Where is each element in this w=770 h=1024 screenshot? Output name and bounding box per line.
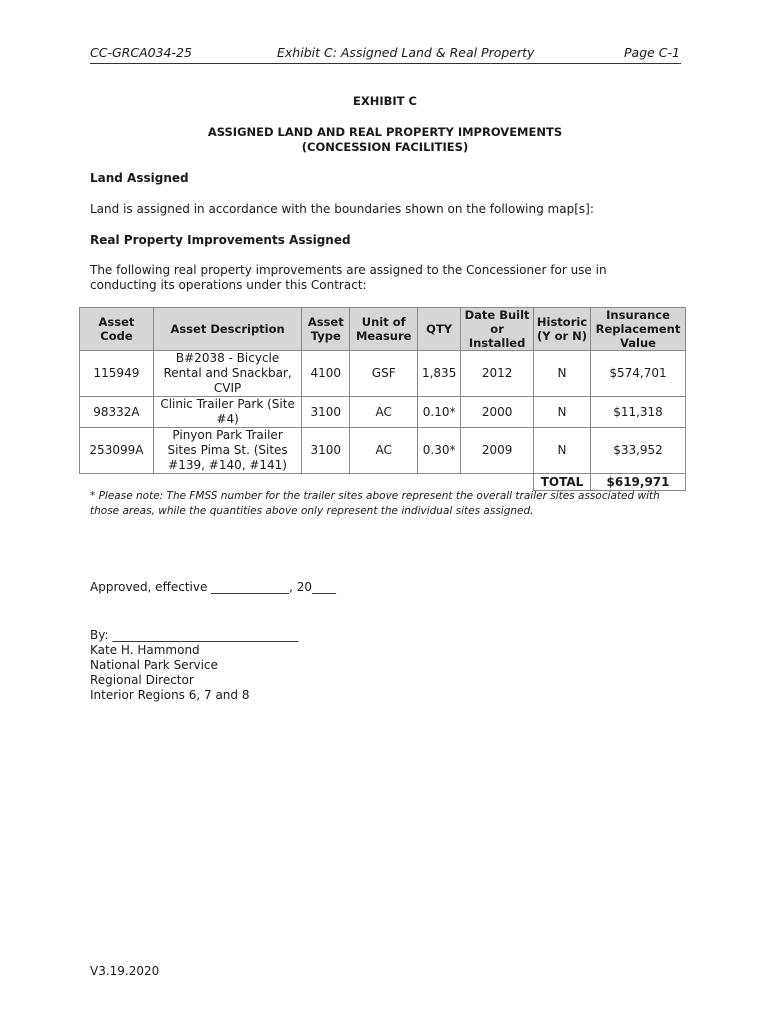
- real-property-text: The following real property improvements are assigned to the Concessioner for use in conducting its operations under this Contract:: [90, 263, 607, 292]
- column-header-asset-code: Asset Code: [80, 308, 154, 351]
- exhibit-subtitle-line1: ASSIGNED LAND AND REAL PROPERTY IMPROVEMENTS: [207, 125, 563, 139]
- total-value: $619,971: [591, 474, 686, 491]
- signature-by-line: By: _______________________________: [90, 628, 299, 642]
- cell-asset-description: Clinic Trailer Park (Site #4): [153, 397, 301, 428]
- real-property-heading: Real Property Improvements Assigned: [90, 233, 351, 247]
- version-footer: V3.19.2020: [90, 964, 160, 978]
- cell-asset-description: B#2038 - Bicycle Rental and Snackbar, CVIP: [153, 351, 301, 397]
- column-header-historic: Historic (Y or N): [534, 308, 591, 351]
- cell-historic: N: [534, 351, 591, 397]
- cell-historic: N: [534, 428, 591, 474]
- signer-organization: National Park Service: [90, 658, 218, 672]
- signature-block: [90, 628, 298, 703]
- header-title: Exhibit C: Assigned Land & Real Property: [277, 45, 535, 60]
- cell-qty: 0.10*: [418, 397, 461, 428]
- cell-asset-type: 3100: [302, 397, 350, 428]
- column-header-unit-of-measure: Unit of Measure: [350, 308, 418, 351]
- cell-asset-code: 253099A: [80, 428, 154, 474]
- signer-region: Interior Regions 6, 7 and 8: [90, 688, 250, 702]
- cell-insurance-value: $11,318: [591, 397, 686, 428]
- cell-qty: 0.30*: [418, 428, 461, 474]
- table-row: [80, 397, 686, 428]
- total-label: TOTAL: [534, 474, 591, 491]
- column-header-date-built: Date Built or Installed: [461, 308, 534, 351]
- land-assigned-text: Land is assigned in accordance with the boundaries shown on the following map[s]:: [90, 202, 594, 216]
- header-page-number: Page C-1: [624, 45, 680, 60]
- cell-asset-description: Pinyon Park Trailer Sites Pima St. (Sites #139, #140, #141): [153, 428, 301, 474]
- column-header-qty: QTY: [418, 308, 461, 351]
- approval-line: Approved, effective _____________, 20____: [90, 580, 337, 594]
- table-row: [80, 351, 686, 397]
- footnote-text: * Please note: The FMSS number for the trailer sites above represent the overall trailer sites associated with those areas, while the quantities above only represent the individual sites assigned.: [90, 490, 660, 517]
- cell-asset-type: 3100: [302, 428, 350, 474]
- cell-unit-of-measure: AC: [350, 428, 418, 474]
- exhibit-subtitle-line2: (CONCESSION FACILITIES): [301, 140, 469, 154]
- cell-unit-of-measure: AC: [350, 397, 418, 428]
- exhibit-title: EXHIBIT C: [353, 94, 417, 108]
- cell-insurance-value: $574,701: [591, 351, 686, 397]
- cell-date-built: 2000: [461, 397, 534, 428]
- table-row: [80, 428, 686, 474]
- cell-unit-of-measure: GSF: [350, 351, 418, 397]
- land-assigned-heading: Land Assigned: [90, 171, 189, 185]
- table-header-row: [80, 308, 686, 351]
- signer-title: Regional Director: [90, 673, 194, 687]
- cell-date-built: 2009: [461, 428, 534, 474]
- column-header-asset-description: Asset Description: [153, 308, 301, 351]
- total-row-spacer: [80, 474, 534, 491]
- cell-date-built: 2012: [461, 351, 534, 397]
- signer-name: Kate H. Hammond: [90, 643, 200, 657]
- cell-asset-code: 115949: [80, 351, 154, 397]
- cell-historic: N: [534, 397, 591, 428]
- assets-table: [79, 307, 686, 491]
- column-header-asset-type: Asset Type: [302, 308, 350, 351]
- column-header-insurance-value: Insurance Replacement Value: [591, 308, 686, 351]
- cell-qty: 1,835: [418, 351, 461, 397]
- cell-asset-type: 4100: [302, 351, 350, 397]
- cell-insurance-value: $33,952: [591, 428, 686, 474]
- header-contract-number: CC-GRCA034-25: [90, 45, 192, 60]
- cell-asset-code: 98332A: [80, 397, 154, 428]
- header-divider: [90, 63, 681, 64]
- table-total-row: [80, 474, 686, 491]
